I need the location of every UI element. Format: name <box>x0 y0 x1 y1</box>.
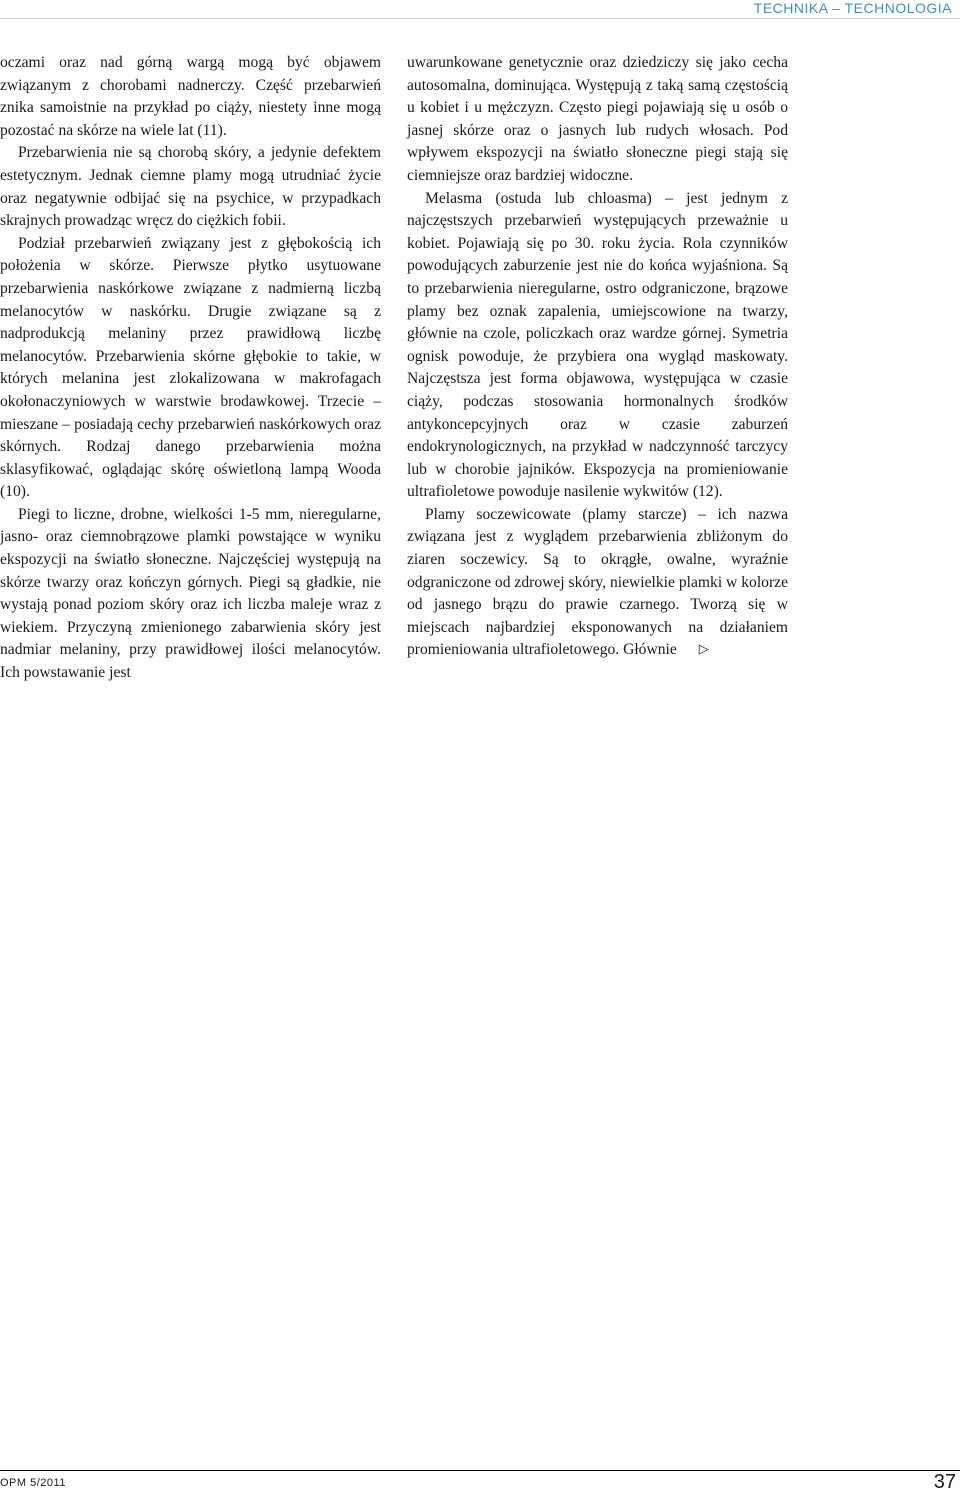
footer-rule <box>0 1470 960 1471</box>
paragraph: Przebarwienia nie są chorobą skóry, a jedynie defektem estetycznym. Jednak ciemne plamy mogą utrudniać życie oraz negatywnie odbijać się na psychice, w przypadkach skrajnych prowadząc wręcz do ciężkich fobii. <box>0 144 381 230</box>
page-footer <box>0 1460 960 1498</box>
paragraph: oczami oraz nad górną wargą mogą być objawem związanym z chorobami nadnerczy. Część przebarwień znika samoistnie na przykład po ciąży, niestety inne mogą pozostać na skórze na wiele lat (11). <box>0 54 381 139</box>
paragraph: Podział przebarwień związany jest z głębokością ich położenia w skórze. Pierwsze płytko usytuowane przebarwienia naskórkowe związane z nadmierną liczbą melanocytów w naskórku. Drugie związane są z nadprodukcją melaniny przez prawidłową liczbę melanocytów. Przebarwienia skórne głębokie to takie, w których melanina jest zlokalizowana w makrofagach okołonaczyniowych w warstwie brodawkowej. Trzecie – mieszane – posiadają cechy przebarwień naskórkowych oraz skórnych. Rodzaj danego przebarwienia można sklasyfikować, oglądając skórę oświetloną lampą Wooda (10). <box>0 234 381 501</box>
paragraph: uwarunkowane genetycznie oraz dziedziczy się jako cecha autosomalna, dominująca. Występują z taką samą częstością u kobiet i u mężczyzn. Często piegi pojawiają się u osób o jasnej skórze oraz o jasnych lub rudych włosach. Pod wpływem ekspozycji na światło słoneczne piegi stają się ciemniejsze oraz bardziej widoczne. <box>407 54 788 184</box>
paragraph: Melasma (ostuda lub chloasma) – jest jednym z najczęstszych przebarwień występujących przeważnie u kobiet. Pojawiają się po 30. roku życia. Rola czynników powodujących zaburzenie jest nie do końca wyjaśniona. Są to przebarwienia nieregularne, ostro odgraniczone, brązowe plamy bez oznak zapalenia, umiejscowione na twarzy, głównie na czole, policzkach oraz wardze górnej. Symetria ognisk powoduje, że przybiera ona wygląd maskowaty. Najczęstsza jest forma objawowa, występująca w czasie ciąży, podczas stosowania hormonalnych środków antykoncepcyjnych oraz w czasie zaburzeń endokrynologicznych, na przykład w nadczynność tarczycy lub w chorobie jajników. Ekspozycja na promieniowanie ultrafioletowe powoduje nasilenie wykwitów (12). <box>407 189 788 501</box>
issue-label: OPM 5/2011 <box>0 1477 66 1489</box>
left-column <box>0 52 381 685</box>
page-number: 37 <box>933 1471 956 1493</box>
section-title: TECHNIKA – TECHNOLOGIA <box>753 0 952 16</box>
right-column <box>407 52 788 662</box>
paragraph-last <box>407 504 788 662</box>
paragraph: Piegi to liczne, drobne, wielkości 1-5 mm, nieregularne, jasno- oraz ciemnobrązowe plamki powstające w wyniku ekspozycji na światło słoneczne. Najczęściej występują na skórze twarzy oraz kończyn górnych. Piegi są gładkie, nie wystają ponad poziom skóry oraz ich liczba maleje wraz z wiekiem. Przyczyną zmienionego zabarwienia skóry jest nadmiar melaniny, przy prawidłowej ilości melanocytów. Ich powstawanie jest <box>0 505 381 682</box>
page-header <box>0 0 960 19</box>
continue-arrow-icon: ▷ <box>698 642 709 658</box>
paragraph-text: Plamy soczewicowate (plamy starcze) – ich nazwa związana jest z wyglądem przebarwienia zbliżonym do ziaren soczewicy. Są to okrągłe, owalne, wyraźnie odgraniczone od zdrowej skóry, niewielkie plamki w kolorze od jasnego brązu do prawie czarnego. Tworzą się w miejscach najbardziej eksponowanych na działaniem promieniowania ultrafioletowego. Głównie <box>407 505 788 659</box>
